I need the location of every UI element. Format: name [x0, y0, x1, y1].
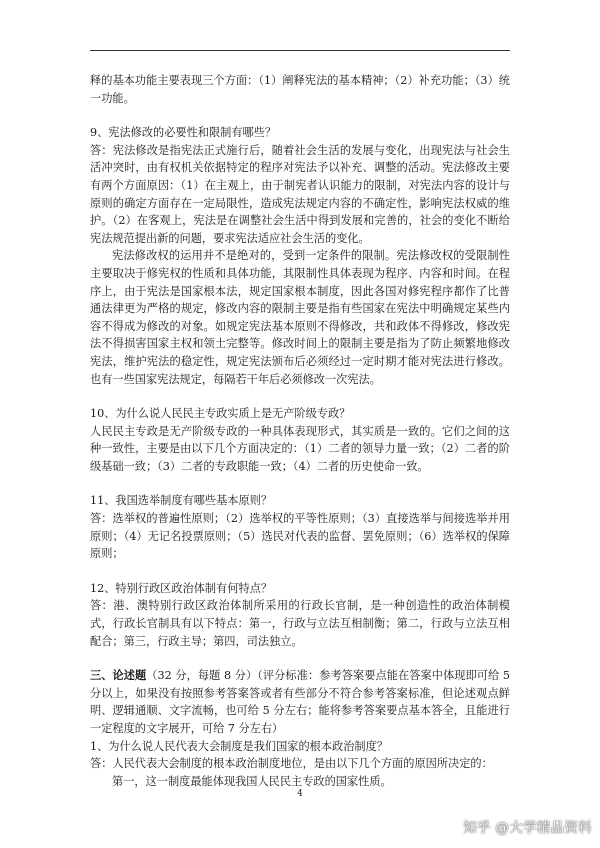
page-number: 4	[297, 789, 303, 799]
question-11-title: 11、我国选举制度有哪些基本原则？	[90, 494, 273, 508]
section-3-intro	[90, 667, 510, 737]
question-9-answer: 答：宪法修改是指宪法正式施行后，随着社会生活的发展与变化，出现宪法与社会生活冲突时，由有权机关依据特定的程序对宪法予以补充、调整的活动。宪法修改主要有两个方面原因：（1）在主观上，由于制宪者认识能力的限制，对宪法内容的设计与原则的确定方面存在一定局限性，造成宪法规定内容的不确定性，影响宪法权威的维护。（2）在客观上，宪法是在调整社会生活中得到发展和完善的，社会的变化不断给宪法规范提出新的问题，要求宪法适应社会生活的变化。	[90, 143, 510, 245]
section-3-scoring-note: （32 分，每题 8 分）（评分标准：参考答案要点能在答案中体现即可给 5 分以上，如果没有按照参考答案答或者有些部分不符合参考答案标准，但论述观点鲜明、逻辑通顺、文字流畅，也可给 5 分左右；能将参考答案要点基本答全，且能进行一定程度的文字展开，可给 7 分左右）	[90, 669, 510, 735]
essay-1-title: 1、为什么说人民代表大会制度是我们国家的根本政治制度？	[90, 739, 388, 753]
intro-paragraph: 释的基本功能主要表现三个方面：（1）阐释宪法的基本精神；（2）补充功能；（3）统一功能。	[90, 74, 510, 105]
watermark-text: 知乎 @大学精品资料	[463, 820, 592, 836]
essay-1-point-1: 第一，这一制度最能体现我国人民民主专政的国家性质。	[112, 774, 392, 788]
question-12-answer: 答：港、澳特别行政区政治体制所采用的行政长官制，是一种创造性的政治体制模式，行政长官制具有以下特点：第一，行政与立法互相制衡；第二，行政与立法互相配合；第三，行政主导；第四，司法独立。	[90, 599, 510, 648]
question-12-title: 12、特别行政区政治体制有何特点？	[90, 581, 273, 595]
question-10-answer: 人民民主专政是无产阶级专政的一种具体表现形式，其实质是一致的。它们之间的这种一致性，主要是由以下几个方面决定的：（1）二者的领导力量一致；（2）二者的阶级基础一致；（3）二者的专政职能一致；（4）二者的历史使命一致。	[90, 424, 510, 473]
question-10-title: 10、为什么说人民民主专政实质上是无产阶级专政？	[90, 407, 351, 421]
page-content	[90, 72, 510, 790]
essay-1-answer: 答：人民代表大会制度的根本政治制度地位，是由以下几个方面的原因所决定的：	[90, 757, 493, 771]
question-11-answer: 答：选举权的普遍性原则；（2）选举权的平等性原则；（3）直接选举与间接选举并用原则；（4）无记名投票原则；（5）选民对代表的监督、罢免原则；（6）选举权的保障原则；	[90, 512, 510, 561]
section-3-heading: 三、论述题	[90, 669, 147, 683]
question-9-paragraph-2: 宪法修改权的运用并不是绝对的，受到一定条件的限制。宪法修改权的受限制性主要取决于修宪权的性质和具体功能，其限制性具体表现为程序、内容和时间。在程序上，由于宪法是国家根本法，规定国家根本制度，因此各国对修宪程序都作了比普通法律更为严格的规定，修改内容的限制主要是指有些国家在宪法中明确规定某些内容不得成为修改的对象。如规定宪法基本原则不得修改，共和政体不得修改，修改宪法不得损害国家主权和领土完整等。修改时间上的限制主要是指为了防止频繁地修改宪法，维护宪法的稳定性，规定宪法颁布后必须经过一定时期才能对宪法进行修改。也有一些国家宪法规定，每隔若干年后必须修改一次宪法。	[90, 249, 510, 386]
question-9-title: 9、宪法修改的必要性和限制有哪些？	[90, 126, 277, 140]
header-rule	[90, 50, 510, 51]
